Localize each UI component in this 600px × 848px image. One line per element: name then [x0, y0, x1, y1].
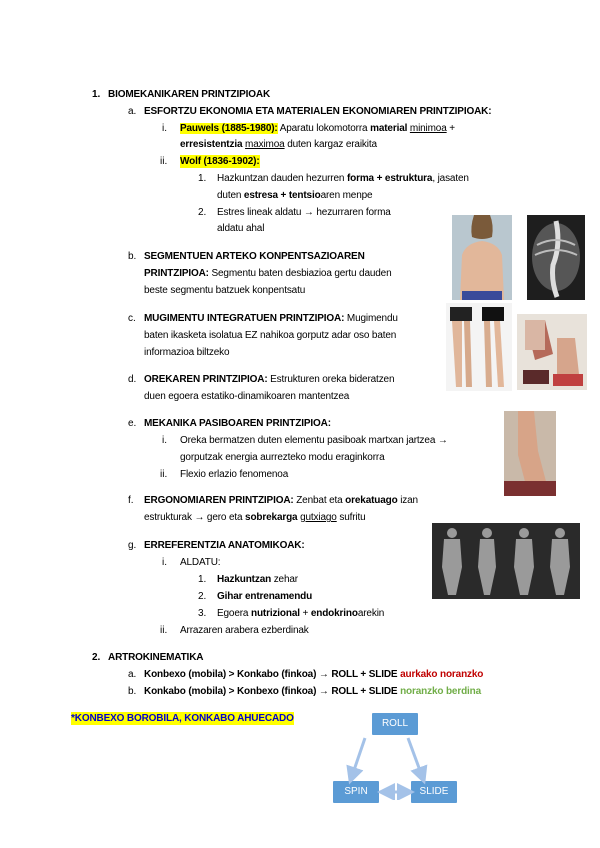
- wolf-item-1-num: 1.: [198, 173, 207, 184]
- item-b-line-3: beste segmentu batzuek konpentsatu: [144, 285, 306, 296]
- s2-item-b: [144, 685, 481, 698]
- item-f-line-2: [144, 511, 366, 524]
- item-f-text-4: sufritu: [336, 512, 366, 523]
- s2-item-a-red: aurkako noranzko: [400, 669, 484, 680]
- item-f-text-1: Zenbat eta: [293, 495, 346, 506]
- item-e-title: MEKANIKA PASIBOAREN PRINTZIPIOA:: [144, 418, 331, 429]
- section-2-title: ARTROKINEMATIKA: [108, 652, 204, 663]
- item-f-text-3: estrukturak → gero eta: [144, 512, 246, 523]
- item-b-label: PRINTZIPIOA:: [144, 268, 209, 279]
- g-item-3-c: +: [299, 608, 311, 619]
- g-item-3-num: 3.: [198, 608, 207, 619]
- g-item-1-num: 1.: [198, 574, 207, 585]
- s2-item-a: [144, 668, 483, 681]
- item-c-label: MUGIMENTU INTEGRATUEN PRINTZIPIOA:: [144, 313, 345, 324]
- section-1-number: 1.: [92, 89, 101, 100]
- item-f-letter: f.: [128, 495, 134, 506]
- pauwels-line-2: [180, 138, 377, 151]
- section-1-title: BIOMEKANIKAREN PRINTZIPIOAK: [108, 89, 271, 100]
- item-e-i-line-1: Oreka bermatzen duten elementu pasiboak martxan jartzea →: [180, 435, 448, 446]
- g-item-3-a: Egoera: [217, 608, 251, 619]
- item-a-letter: a.: [128, 106, 137, 117]
- g-item-1-a: Hazkuntzan: [217, 574, 272, 585]
- item-g-ii-num: ii.: [160, 625, 168, 636]
- roll-box: ROLL: [372, 713, 418, 735]
- pauwels-material: material: [370, 123, 408, 134]
- wolf-item-2-line-2: aldatu ahal: [217, 223, 265, 234]
- item-a-title: ESFORTZU EKONOMIA ETA MATERIALEN EKONOMIAREN PRINTZIPIOAK:: [144, 106, 492, 117]
- item-f-orekatuago: orekatuago: [345, 495, 398, 506]
- item-f-text-2: izan: [397, 495, 418, 506]
- slide-box: SLIDE: [411, 781, 457, 803]
- item-c-line-1: [144, 312, 398, 325]
- item-a-ii-num: ii.: [160, 156, 168, 167]
- pauwels-line: [180, 122, 455, 135]
- pauwels-name: Pauwels (1885-1980):: [180, 123, 278, 134]
- wolf-item-2-line-1: Estres lineak aldatu → hezurraren forma: [217, 207, 391, 218]
- girl-back-photo: [452, 215, 512, 300]
- item-b-letter: b.: [128, 251, 137, 262]
- wolf-1-text-c: , jasaten: [432, 173, 469, 184]
- item-g-ii-label: Arrazaren arabera ezberdinak: [180, 625, 309, 636]
- s2-item-b-letter: b.: [128, 686, 137, 697]
- wolf-1-text-b: forma + estruktura: [346, 173, 433, 184]
- pauwels-text-1: Aparatu lokomotorra: [279, 123, 371, 134]
- item-d-letter: d.: [128, 374, 137, 385]
- item-e-i-line-2: gorputzak energia aurrezteko modu eraginkorra: [180, 452, 385, 463]
- item-g-title: ERREFERENTZIA ANATOMIKOAK:: [144, 540, 305, 551]
- item-f-sobrekarga: sobrekarga: [245, 512, 298, 523]
- wolf-name: Wolf (1836-1902):: [180, 156, 260, 167]
- s2-item-a-letter: a.: [128, 669, 137, 680]
- g-item-2-num: 2.: [198, 591, 207, 602]
- g-item-3-e: arekin: [357, 608, 385, 619]
- item-e-letter: e.: [128, 418, 137, 429]
- wolf-item-1-line-2: [217, 189, 372, 202]
- item-c-letter: c.: [128, 313, 136, 324]
- item-d-line-2: duen egoera estatiko-dinamikoaren mantentzea: [144, 391, 350, 402]
- item-f-label: ERGONOMIAREN PRINTZIPIOA:: [144, 495, 294, 506]
- item-c-text: Mugimendu: [344, 313, 398, 324]
- wolf-1-text-e: estresa + tentsio: [243, 190, 321, 201]
- item-b-line-2: [144, 267, 392, 280]
- roll-to-spin-arrow: [352, 738, 365, 776]
- pauwels-minimoa: minimoa: [409, 123, 447, 134]
- item-c-line-2: baten ikasketa isolatua EZ nahikoa gorputz adar oso baten: [144, 330, 397, 341]
- knee-photo: [504, 411, 556, 496]
- anatomy-figures-photo: [432, 523, 580, 599]
- item-d-label: OREKAREN PRINTZIPIOA:: [144, 374, 268, 385]
- legs-posture-photo: [446, 303, 512, 391]
- s2-item-b-text: Konkabo (mobila) > Konbexo (finkoa) → ROLL + SLIDE: [144, 686, 401, 697]
- g-item-2: Gihar entrenamendu: [217, 591, 313, 602]
- section-2-number: 2.: [92, 652, 101, 663]
- pauwels-text-2: duten kargaz eraikita: [284, 139, 377, 150]
- item-g-i-num: i.: [162, 557, 167, 568]
- spin-box: SPIN: [333, 781, 379, 803]
- item-g-i-label: ALDATU:: [180, 557, 221, 568]
- wolf-item-1-line-1: [217, 172, 469, 185]
- spine-xray-photo: [527, 215, 585, 300]
- item-b-line-1: SEGMENTUEN ARTEKO KONPENTSAZIOAREN: [144, 251, 365, 262]
- s2-item-b-green: noranzko berdina: [400, 686, 482, 697]
- g-item-3: [217, 607, 384, 620]
- item-a-i-num: i.: [162, 123, 167, 134]
- wolf-item-2-num: 2.: [198, 207, 207, 218]
- pauwels-maximoa: maximoa: [245, 139, 285, 150]
- diagram-arrows: [330, 730, 460, 800]
- g-item-1-b: zehar: [271, 574, 298, 585]
- item-d-line-1: [144, 373, 394, 386]
- pauwels-plus: +: [446, 123, 455, 134]
- s2-item-a-text: Konbexo (mobila) > Konkabo (finkoa) → ROLL + SLIDE: [144, 669, 401, 680]
- g-item-3-d: endokrino: [310, 608, 358, 619]
- item-f-line-1: [144, 494, 418, 507]
- item-d-text: Estrukturen oreka bideratzen: [267, 374, 395, 385]
- g-item-1: [217, 573, 298, 586]
- item-f-gutxiago: gutxiago: [300, 512, 337, 523]
- note-highlight: *KONBEXO BOROBILA, KONKABO AHUECADO: [71, 713, 294, 724]
- pauwels-erresistentzia: erresistentzia: [180, 139, 243, 150]
- wolf-1-text-d: duten: [217, 190, 244, 201]
- item-b-text: Segmentu baten desbiazioa gertu dauden: [208, 268, 392, 279]
- item-g-letter: g.: [128, 540, 137, 551]
- wolf-1-text-f: aren menpe: [320, 190, 373, 201]
- foot-photo: [517, 314, 587, 390]
- g-item-3-b: nutrizional: [250, 608, 300, 619]
- item-c-line-3: informazioa biltzeko: [144, 347, 230, 358]
- roll-to-slide-arrow: [408, 738, 422, 776]
- item-e-i-num: i.: [162, 435, 167, 446]
- wolf-1-text-a: Hazkuntzan dauden hezurren: [217, 173, 347, 184]
- item-e-ii-line: Flexio erlazio fenomenoa: [180, 469, 289, 480]
- item-e-ii-num: ii.: [160, 469, 168, 480]
